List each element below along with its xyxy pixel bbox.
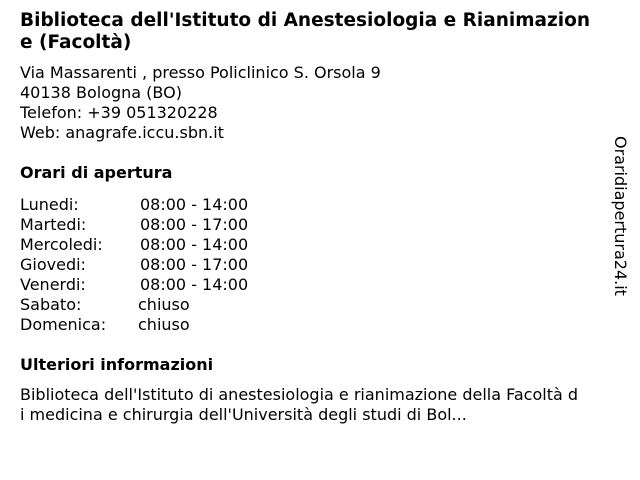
site-watermark: Oraridiapertura24.it (611, 136, 630, 296)
hours-row (20, 255, 600, 275)
time-value: 08:00 - 17:00 (140, 255, 249, 274)
day-label: Lunedi: (20, 195, 79, 214)
hours-row (20, 295, 600, 315)
hours-row (20, 315, 600, 335)
time-value: chiuso (138, 315, 190, 334)
info-heading: Ulteriori informazioni (20, 355, 214, 374)
info-description: Biblioteca dell'Istituto di anestesiologia e rianimazione della Facoltà di medicina e chirurgia dell'Università degli studi di Bol... (20, 385, 579, 424)
hours-row (20, 275, 600, 295)
hours-table (20, 195, 600, 335)
contact-block (20, 63, 600, 143)
time-value: 08:00 - 17:00 (140, 215, 249, 234)
phone-number: Telefon: +39 051320228 (20, 103, 218, 122)
library-details (20, 10, 600, 425)
day-label: Sabato: (20, 295, 82, 314)
hours-row (20, 235, 600, 255)
day-label: Venerdi: (20, 275, 86, 294)
time-value: 08:00 - 14:00 (140, 275, 249, 294)
day-label: Domenica: (20, 315, 107, 334)
website-link[interactable]: Web: anagrafe.iccu.sbn.it (20, 123, 224, 142)
page-title: Biblioteca dell'Istituto di Anestesiologia e Rianimazione (Facoltà) (20, 10, 590, 53)
day-label: Martedi: (20, 215, 87, 234)
address-street: Via Massarenti , presso Policlinico S. Orsola 9 (20, 63, 381, 82)
hours-row (20, 215, 600, 235)
time-value: chiuso (138, 295, 190, 314)
hours-heading: Orari di apertura (20, 163, 173, 182)
hours-row (20, 195, 600, 215)
day-label: Mercoledi: (20, 235, 103, 254)
time-value: 08:00 - 14:00 (140, 235, 249, 254)
time-value: 08:00 - 14:00 (140, 195, 249, 214)
address-city: 40138 Bologna (BO) (20, 83, 182, 102)
day-label: Giovedi: (20, 255, 86, 274)
